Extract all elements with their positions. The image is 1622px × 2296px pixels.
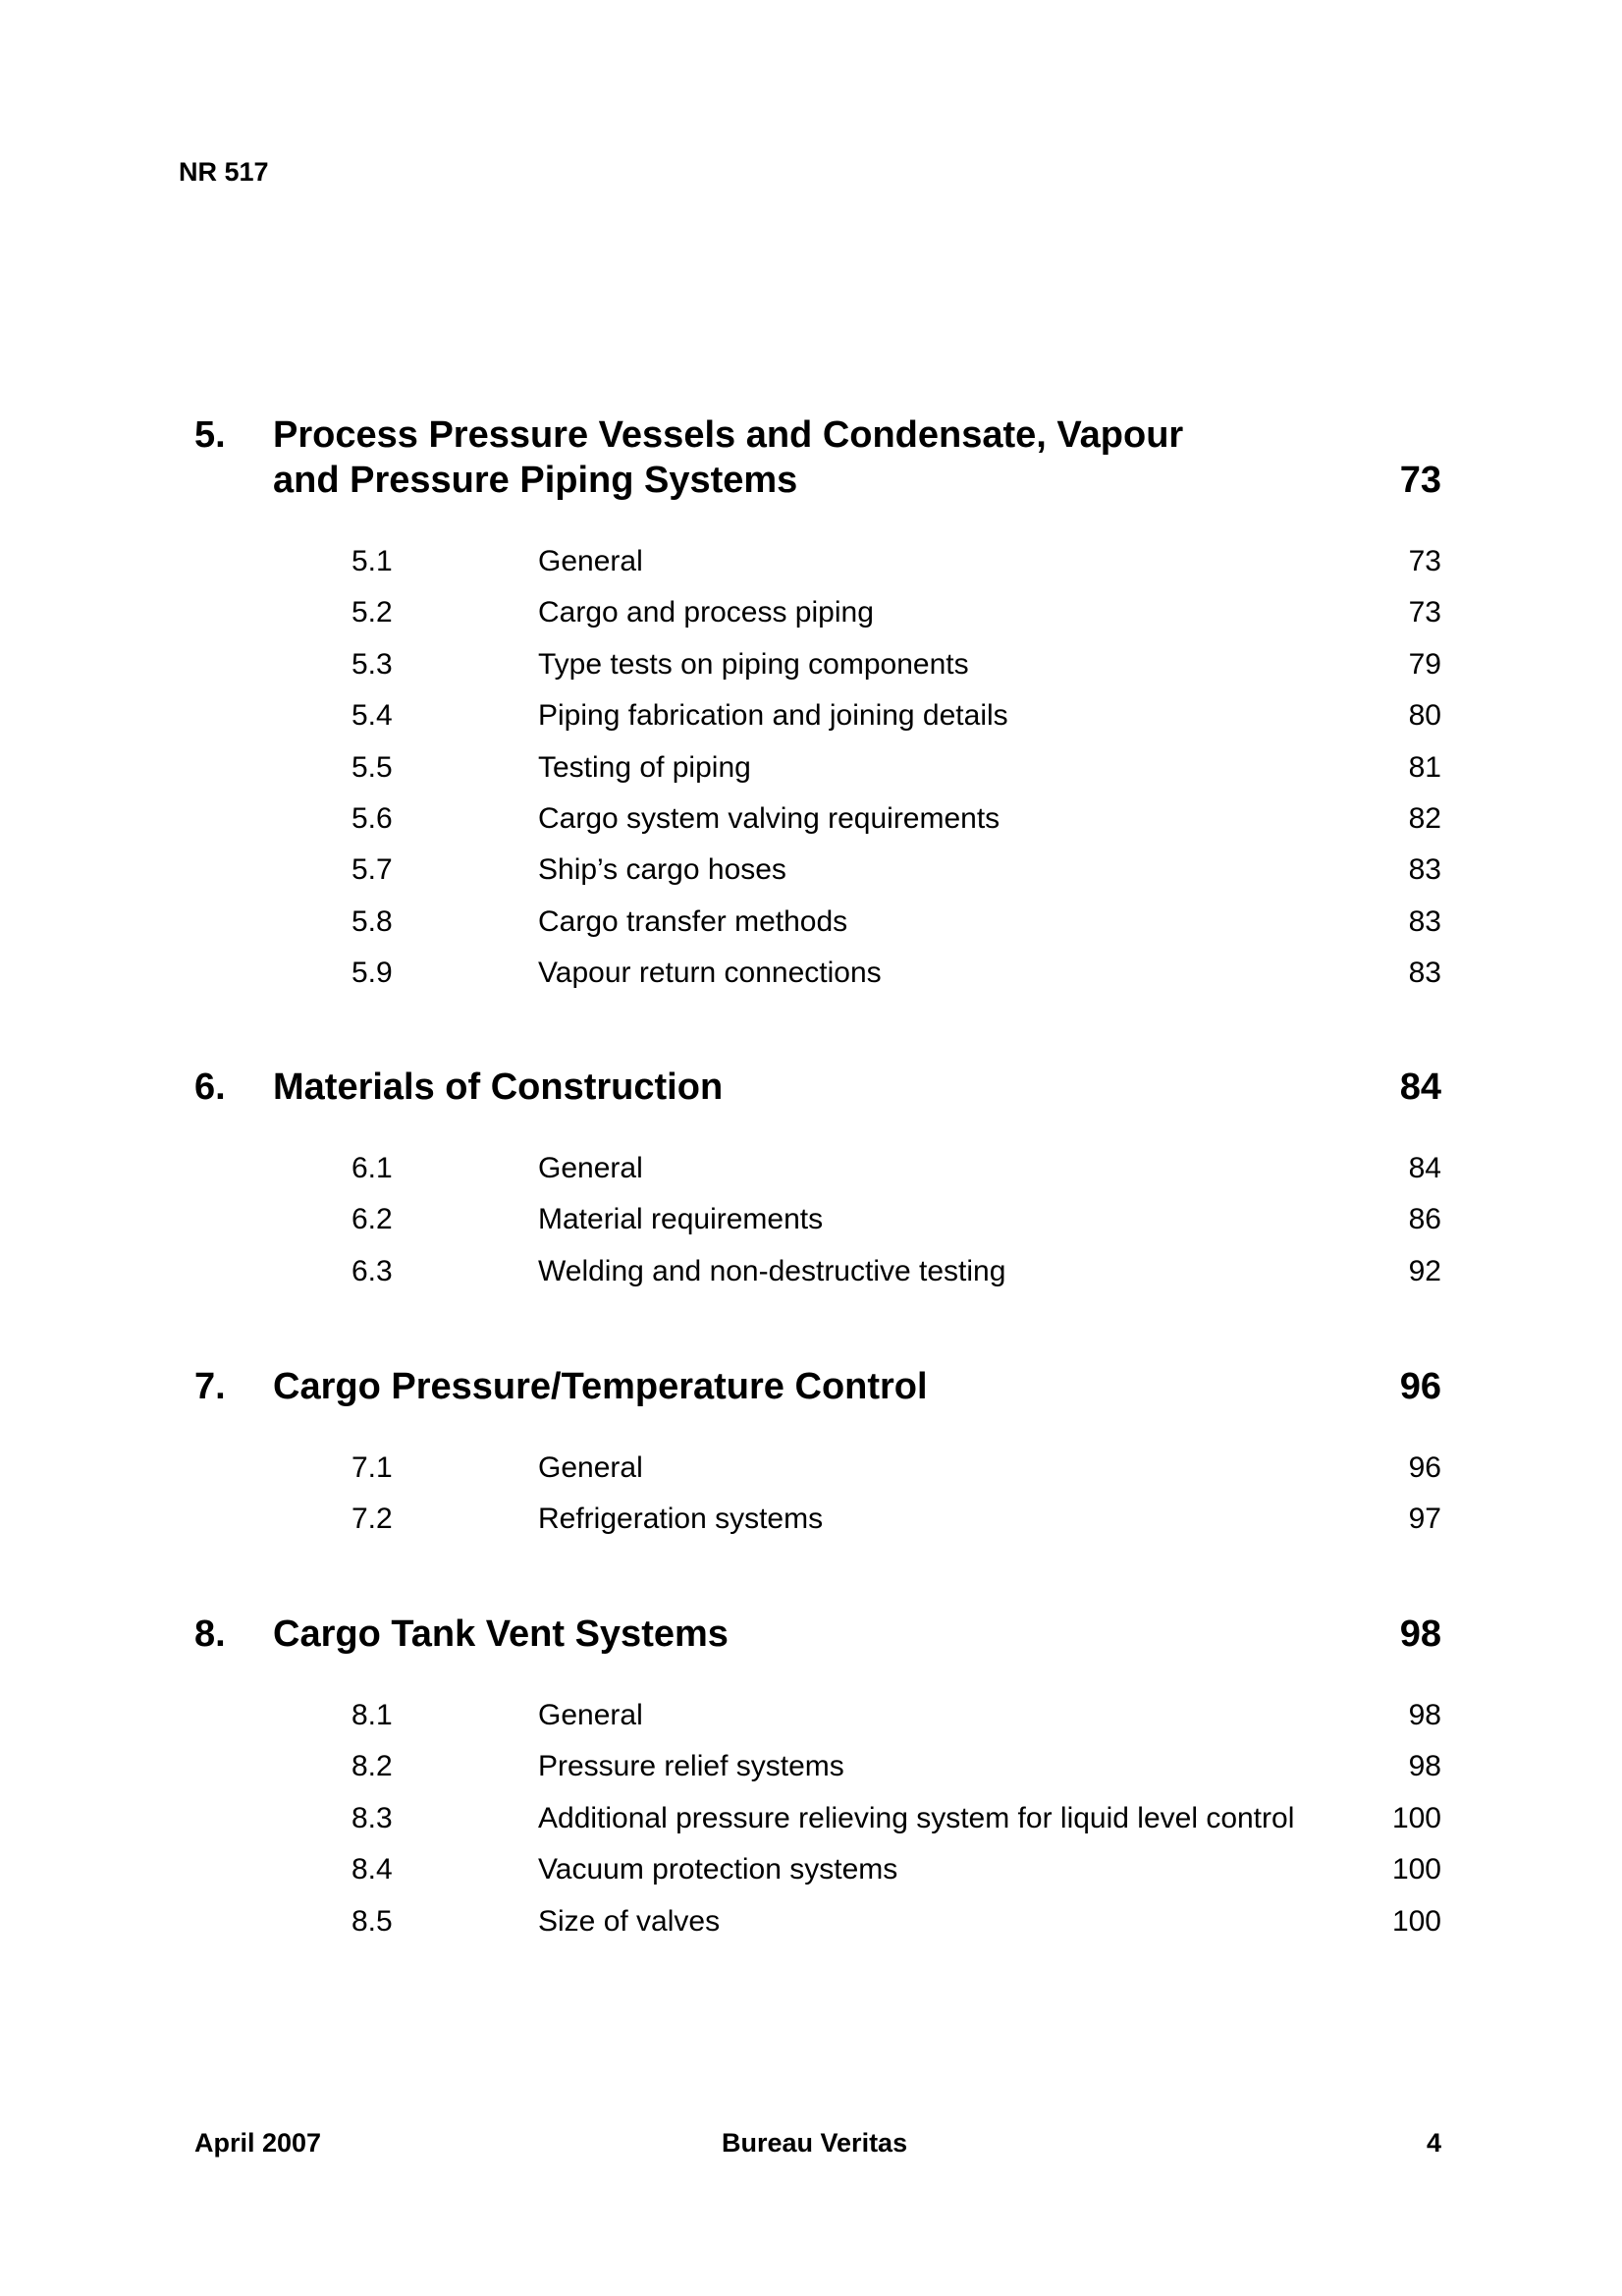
entry-title: General [538,1699,643,1731]
section-page: 73 [1399,460,1441,501]
entry-title: Testing of piping [538,750,751,784]
subsection-list [194,1449,1441,1552]
entry-title: Cargo and process piping [538,596,874,629]
toc-entry[interactable] [194,542,1441,593]
toc-entry[interactable] [194,799,1441,850]
entry-page: 98 [1408,1699,1441,1731]
entry-number: 7.1 [351,1451,393,1484]
toc-entry[interactable] [194,850,1441,902]
entry-page: 100 [1391,1801,1441,1834]
toc-entry[interactable] [194,954,1441,1005]
entry-number: 5.9 [351,957,393,990]
section-heading[interactable] [194,1065,1441,1110]
toc-entry[interactable] [194,1902,1441,1953]
entry-number: 5.6 [351,801,393,835]
entry-page: 100 [1391,1904,1441,1938]
section-heading[interactable] [194,1612,1441,1657]
section-number: 7. [194,1366,226,1407]
section-number: 5. [194,414,226,456]
entry-title: Vapour return connections [538,957,882,990]
entry-page: 82 [1408,801,1441,835]
entry-number: 5.5 [351,750,393,784]
toc-entry[interactable] [194,1850,1441,1901]
entry-number: 8.1 [351,1699,393,1731]
entry-number: 8.5 [351,1904,393,1938]
entry-title: Refrigeration systems [538,1503,824,1536]
entry-title: Size of valves [538,1904,721,1938]
section-page: 96 [1399,1366,1441,1407]
entry-title: General [538,1451,643,1484]
toc-entry[interactable] [194,645,1441,696]
entry-page: 84 [1408,1152,1441,1184]
toc-section-8 [194,1612,1441,1953]
toc-entry[interactable] [194,593,1441,644]
subsection-list [194,1149,1441,1303]
entry-title: Pressure relief systems [538,1750,844,1783]
subsection-list [194,1696,1441,1953]
entry-number: 5.3 [351,647,393,681]
entry-page: 73 [1408,545,1441,577]
entry-page: 80 [1408,699,1441,733]
entry-title: Additional pressure relieving system for liquid level control [538,1801,1295,1834]
entry-page: 92 [1408,1254,1441,1287]
entry-page: 73 [1408,596,1441,629]
document-code: NR 517 [179,157,269,187]
section-number: 8. [194,1613,226,1655]
toc-entry[interactable] [194,1252,1441,1303]
toc-entry[interactable] [194,1200,1441,1251]
section-page: 84 [1399,1066,1441,1108]
section-number: 6. [194,1066,226,1108]
toc-entry[interactable] [194,1500,1441,1551]
entry-number: 5.4 [351,699,393,733]
entry-number: 5.8 [351,904,393,938]
entry-title: Vacuum protection systems [538,1853,898,1886]
entry-number: 8.4 [351,1853,393,1886]
entry-title: Cargo system valving requirements [538,801,1000,835]
footer-page-number: 4 [1426,2128,1441,2158]
section-title: Cargo Tank Vent Systems [273,1613,729,1655]
entry-title: Piping fabrication and joining details [538,699,1008,733]
entry-title: Ship’s cargo hoses [538,853,786,887]
section-page: 98 [1399,1613,1441,1655]
toc-entry[interactable] [194,1449,1441,1500]
entry-number: 8.3 [351,1801,393,1834]
entry-number: 5.7 [351,853,393,887]
entry-title: General [538,1152,643,1184]
toc-section-5 [194,412,1441,1006]
entry-title: Material requirements [538,1203,824,1236]
toc-entry[interactable] [194,1747,1441,1798]
section-title: Cargo Pressure/Temperature Control [273,1366,928,1407]
toc-entry[interactable] [194,748,1441,799]
entry-title: Type tests on piping components [538,647,969,681]
entry-page: 79 [1408,647,1441,681]
section-heading[interactable] [194,1364,1441,1409]
entry-title: Cargo transfer methods [538,904,848,938]
section-title: Process Pressure Vessels and Condensate, Vapour and Pressure Piping Systems [273,414,1184,501]
entry-number: 8.2 [351,1750,393,1783]
footer-date: April 2007 [194,2128,322,2158]
toc-entry[interactable] [194,1696,1441,1747]
footer-organization: Bureau Veritas [722,2128,908,2158]
entry-title: General [538,545,643,577]
entry-page: 98 [1408,1750,1441,1783]
subsection-list [194,542,1441,1006]
entry-number: 6.2 [351,1203,393,1236]
section-heading[interactable] [194,412,1441,503]
toc-entry[interactable] [194,1149,1441,1200]
entry-page: 83 [1408,957,1441,990]
entry-number: 5.2 [351,596,393,629]
entry-page: 81 [1408,750,1441,784]
section-title: Materials of Construction [273,1066,724,1108]
entry-number: 6.3 [351,1254,393,1287]
entry-page: 97 [1408,1503,1441,1536]
entry-number: 7.2 [351,1503,393,1536]
toc-entry[interactable] [194,902,1441,954]
entry-number: 5.1 [351,545,393,577]
entry-title: Welding and non-destructive testing [538,1254,1006,1287]
entry-page: 96 [1408,1451,1441,1484]
entry-page: 83 [1408,904,1441,938]
entry-number: 6.1 [351,1152,393,1184]
entry-page: 86 [1408,1203,1441,1236]
toc-entry[interactable] [194,696,1441,747]
entry-page: 100 [1391,1853,1441,1886]
entry-page: 83 [1408,853,1441,887]
toc-section-6 [194,1065,1441,1303]
toc-section-7 [194,1364,1441,1552]
toc-entry[interactable] [194,1799,1441,1850]
